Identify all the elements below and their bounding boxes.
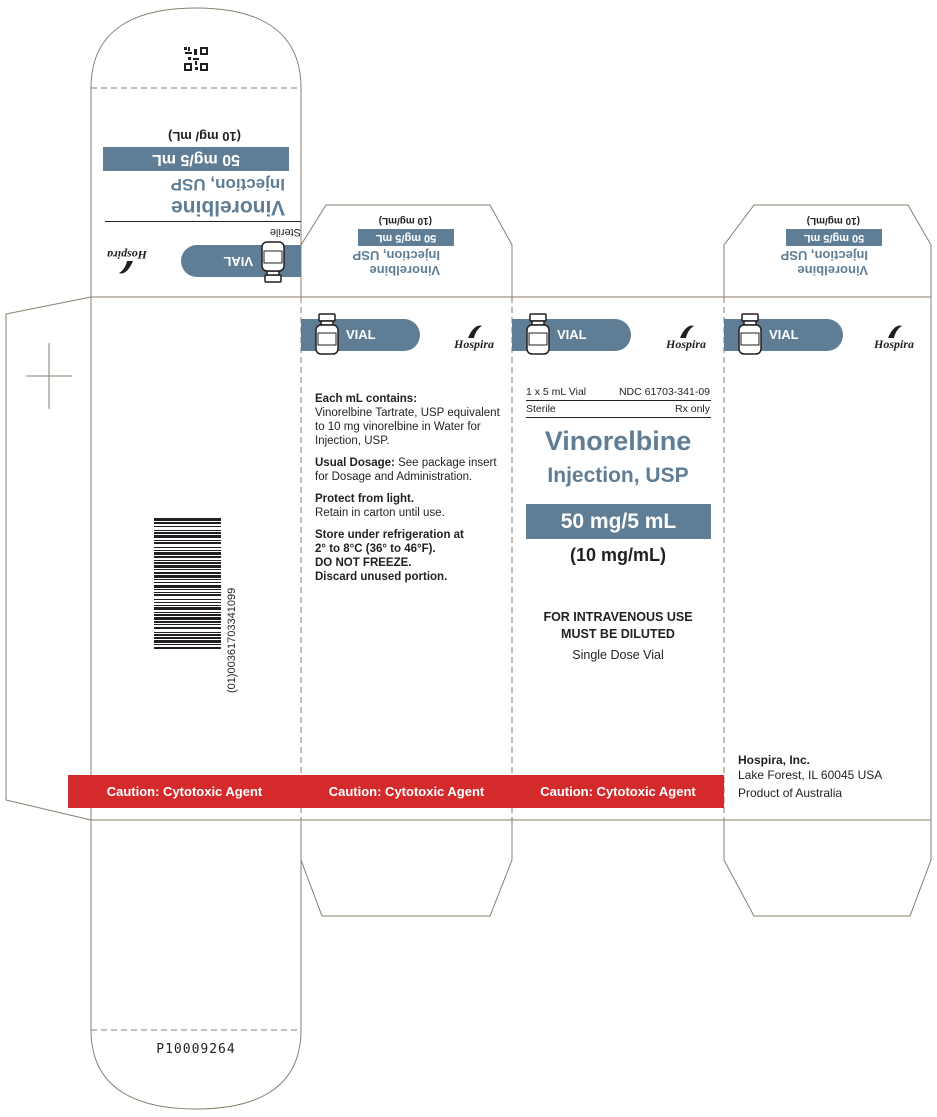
dust-flap-left-form: Injection, USP xyxy=(352,248,440,263)
caution-band: Caution: Cytotoxic Agent xyxy=(68,775,301,808)
top-flap-name: Vinorelbine xyxy=(171,196,285,219)
product-strength: 50 mg/5 mL xyxy=(526,504,711,539)
hospira-logo: Hospira xyxy=(448,322,500,352)
top-flap-sterile: Sterile xyxy=(269,226,301,238)
dust-flap-left-name: Vinorelbine xyxy=(369,263,440,278)
barcode xyxy=(154,518,221,740)
dust-flap-left-strength: 50 mg/5 mL xyxy=(358,229,454,246)
manufacturer-origin: Product of Australia xyxy=(738,786,843,800)
top-flap xyxy=(91,20,301,297)
front-vial-type: Single Dose Vial xyxy=(572,648,664,662)
vial-pill: VIAL xyxy=(724,319,843,351)
dust-flap-right-name: Vinorelbine xyxy=(797,263,868,278)
dosage-text: See package insert for Dosage and Administration. xyxy=(315,457,497,483)
hospira-logo: Hospira xyxy=(868,322,920,352)
caution-band: Caution: Cytotoxic Agent xyxy=(301,775,512,808)
vial-pill: VIAL xyxy=(301,319,420,351)
contains-heading: Each mL contains: xyxy=(315,393,418,405)
store-line-4: Discard unused portion. xyxy=(315,571,448,583)
contains-text: Vinorelbine Tartrate, USP equivalent to 10 mg vinorelbine in Water for Injection, USP. xyxy=(315,407,500,447)
dosage-heading: Usual Dosage: xyxy=(315,457,395,469)
info-panel xyxy=(315,392,500,592)
front-rule-2 xyxy=(526,417,711,418)
dust-flap-left xyxy=(326,210,490,280)
vial-icon xyxy=(526,313,550,355)
barcode-number: (01)00361703341099 xyxy=(226,587,238,693)
front-count: 1 x 5 mL Vial xyxy=(526,386,587,398)
manufacturer-address: Lake Forest, IL 60045 USA xyxy=(738,768,883,782)
dust-flap-left-concentration: (10 mg/mL) xyxy=(378,215,432,226)
hospira-logo: Hospira xyxy=(101,247,153,277)
store-line-3: DO NOT FREEZE. xyxy=(315,557,412,569)
front-dilute: MUST BE DILUTED xyxy=(561,627,675,641)
top-flap-vial-pill: VIAL xyxy=(181,245,301,277)
front-route: FOR INTRAVENOUS USE xyxy=(543,610,693,624)
top-flap-rule xyxy=(105,221,301,222)
qr-code xyxy=(183,46,209,72)
dust-flap-right xyxy=(754,210,908,280)
vial-pill: VIAL xyxy=(512,319,631,351)
protect-text: Retain in carton until use. xyxy=(315,507,445,519)
dust-flap-right-strength: 50 mg/5 mL xyxy=(786,229,882,246)
product-form: Injection, USP xyxy=(547,464,689,487)
dust-flap-right-form: Injection, USP xyxy=(780,248,868,263)
vial-icon xyxy=(738,313,762,355)
top-flap-strength: 50 mg/5 mL xyxy=(103,147,289,171)
top-flap-concentration: (10 mg/ mL) xyxy=(168,129,241,144)
part-number: P10009264 xyxy=(156,1042,236,1057)
front-sterile: Sterile xyxy=(526,403,556,415)
protect-heading: Protect from light. xyxy=(315,493,415,505)
store-line-1: Store under refrigeration at xyxy=(315,529,464,541)
vial-icon xyxy=(261,241,285,283)
manufacturer-name: Hospira, Inc. xyxy=(738,753,811,767)
store-line-2: 2° to 8°C (36° to 46°F). xyxy=(315,543,436,555)
front-rule-1 xyxy=(526,400,711,401)
product-concentration: (10 mg/mL) xyxy=(569,545,666,565)
hospira-logo: Hospira xyxy=(660,322,712,352)
product-name: Vinorelbine xyxy=(544,426,692,456)
top-flap-form: Injection, USP xyxy=(170,175,285,194)
caution-band: Caution: Cytotoxic Agent xyxy=(512,775,724,808)
front-rx: Rx only xyxy=(674,403,710,415)
vial-icon xyxy=(315,313,339,355)
dust-flap-right-concentration: (10 mg/mL) xyxy=(806,215,860,226)
front-ndc: NDC 61703-341-09 xyxy=(618,386,710,398)
